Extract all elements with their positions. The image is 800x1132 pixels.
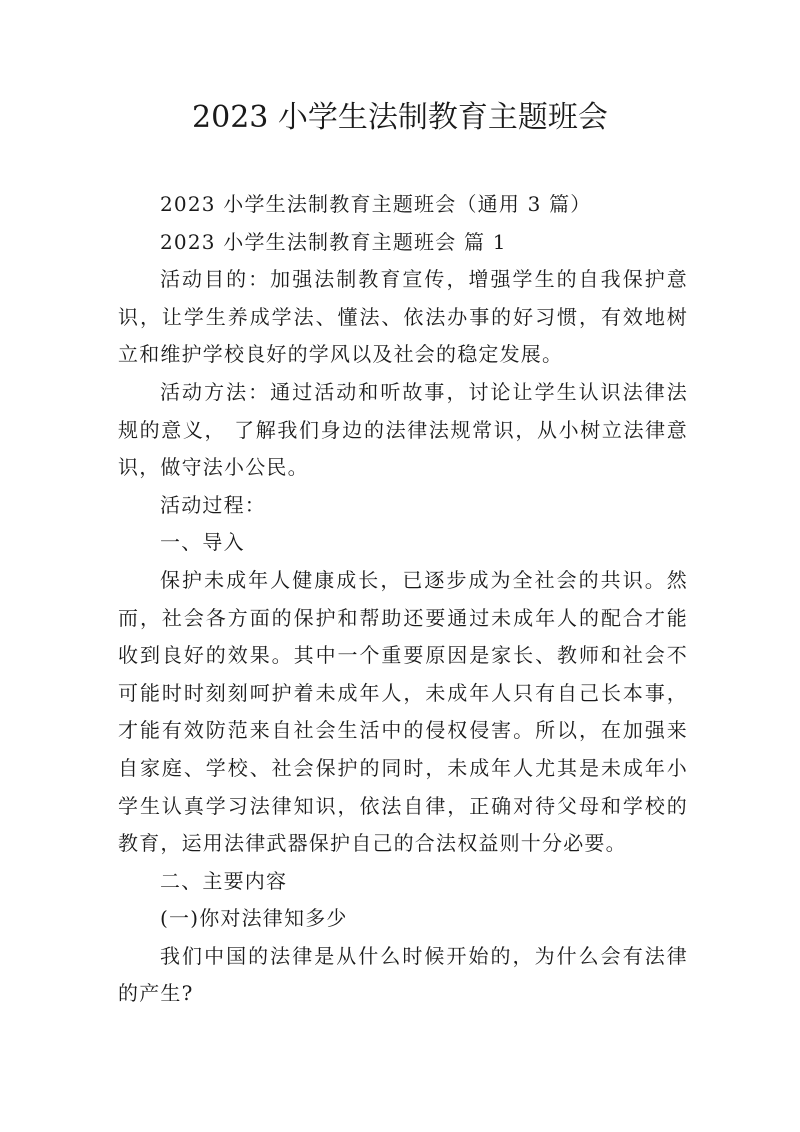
paragraph-intro-text: 保护未成年人健康成长，已逐步成为全社会的共识。然而，社会各方面的保护和帮助还要通过未成年人的配合才能收到良好的效果。其中一个重要原因是家长、教师和社会不可能时时刻刻呵护着未成年人，未成年人只有自己长本事，才能有效防范来自社会生活中的侵权侵害。所以，在加强来自家庭、学校、社会保护的同时，未成年人尤其是未成年小学生认真学习法律知识，依法自律，正确对待父母和学校的教育，运用法律武器保护自己的合法权益则十分必要。 bbox=[118, 567, 688, 856]
section-heading: 2023 小学生法制教育主题班会 篇 1 bbox=[160, 229, 507, 254]
paragraph-method: 活动方法：通过活动和听故事，讨论让学生认识法律法规的意义， 了解我们身边的法律法规常识，从小树立法律意识，做守法小公民。 bbox=[118, 379, 688, 480]
paragraph-intro-heading: 一、导入 bbox=[160, 530, 245, 555]
subtitle-paragraph: 2023 小学生法制教育主题班会（通用 3 篇） bbox=[160, 192, 592, 216]
paragraph-process-heading: 活动过程： bbox=[160, 492, 266, 517]
paragraph-subheading: (一)你对法律知多少 bbox=[160, 906, 348, 931]
paragraph-question: 我们中国的法律是从什么时候开始的，为什么会有法律的产生? bbox=[118, 943, 688, 1006]
paragraph-main-heading: 二、主要内容 bbox=[160, 868, 288, 893]
document-body bbox=[118, 186, 688, 1013]
document-title: 2023 小学生法制教育主题班会 bbox=[192, 100, 608, 135]
paragraph-purpose: 活动目的：加强法制教育宣传，增强学生的自我保护意识，让学生养成学法、懂法、依法办事的好习惯，有效地树立和维护学校良好的学风以及社会的稳定发展。 bbox=[118, 267, 688, 367]
